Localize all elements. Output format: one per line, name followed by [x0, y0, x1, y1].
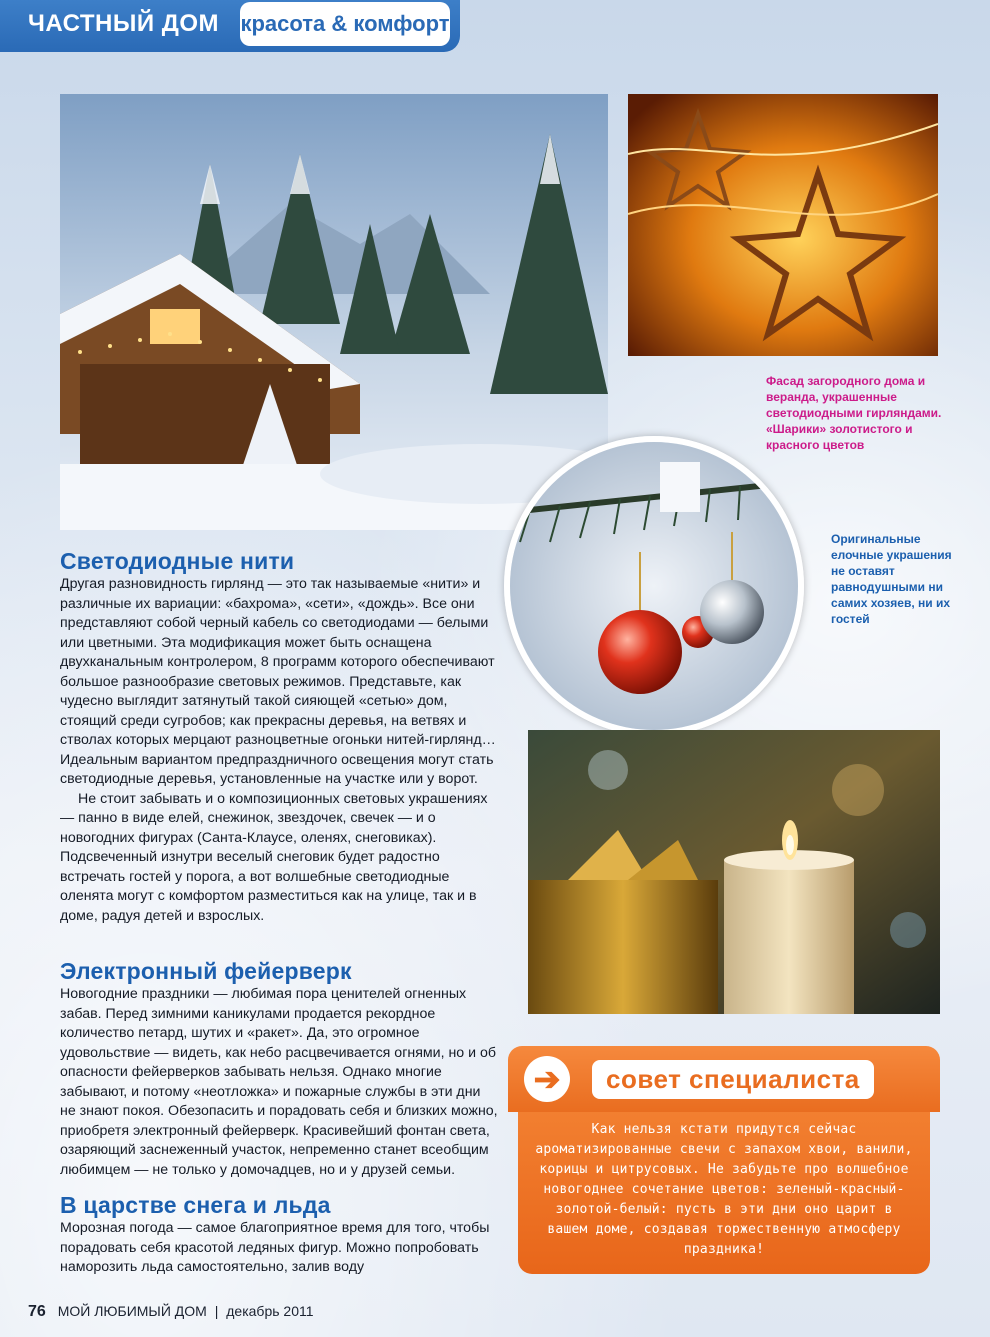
star-garland-photo [628, 94, 938, 356]
subsection-badge: красота & комфорт [240, 2, 450, 46]
advice-title: совет специалиста [592, 1060, 874, 1099]
paragraph: Не стоит забывать и о композиционных световых украшениях — панно в виде елей, снежинок, звездочек, свечек — и о новогодних фигурах (Санта-Клаусе, оленях, снеговиках). Подсвеченный изнутри веселый снеговик будет радостно встречать гостей у порога, а вот волшебные светодиодные оленята могут с комфортом разместиться как на улице, так и в доме, радуя детей и взрослых. [60, 790, 488, 924]
section-body-fireworks [60, 985, 500, 1180]
paragraph: Новогодние праздники — любимая пора ценителей огненных забав. Перед зимними каникулами продается рекордное количество петард, шутих и «ракет». Да, это огромное удовольствие — видеть, как небо расцвечивается огнями, но и об опасности фейерверков забывать нельзя. Однако многие забывают, и потому «неотложка» и пожарные службы в эти дни не знают покоя. Обезопасить и порадовать себя и близких можно, приобретя электронный фейерверк. Красивейший фонтан света, озаряющий заснеженный участок, непременно станет всеобщим любимцем — не только у домочадцев, но и у друзей семьи. [60, 986, 498, 1178]
ornaments-photo [504, 436, 804, 736]
advice-header [508, 1046, 940, 1112]
section-heading-led-threads: Светодиодные нити [60, 548, 295, 574]
section-body-led-threads [60, 575, 500, 926]
arrow-right-icon: ➔ [524, 1056, 570, 1102]
section-body-ice [60, 1219, 500, 1278]
candle-photo [528, 730, 940, 1014]
footer-separator: | [214, 1303, 219, 1319]
section-title: ЧАСТНЫЙ ДОМ [28, 10, 219, 37]
page-number: 76 [28, 1303, 46, 1320]
page-footer [28, 1303, 314, 1321]
paragraph: Другая разновидность гирлянд — это так называемые «нити» и различные их вариации: «бахрома», «сети», «дождь». Все они представляют собой черный кабель со светодиодами — белыми или цветными. Эта модификация может быть оснащена двухканальным контролером, 8 программ которого обеспечивают большое разнообразие световых режимов. Представьте, как чудесно выглядит затянутый такой сияющей «сетью» дом, стоящий среди сугробов; как прекрасны деревья, на ветвях и стволах которых мерцают разноцветные огоньки нитей-гирлянд… Идеальным вариантом предпраздничного освещения могут стать светодиодные деревья, установленные на участке или у ворот. [60, 576, 496, 787]
magazine-name: МОЙ ЛЮБИМЫЙ ДОМ [57, 1303, 207, 1319]
expert-advice-box [508, 1046, 940, 1274]
advice-text: Как нельзя кстати придутся сейчас ароматизированные свечи с запахом хвои, ванили, корицы и цитрусовых. Не забудьте про волшебное новогоднее сочетание цветов: зеленый-красный-золотой-белый: пусть в эти дни оно царит в вашем доме, создавая торжественную атмосферу праздника! [518, 1112, 930, 1274]
section-heading-fireworks: Электронный фейерверк [60, 958, 352, 984]
winter-house-photo [60, 94, 608, 530]
garland-caption: Фасад загородного дома и веранда, украшенные светодиодными гирляндами. «Шарики» золотистого и красного цветов [766, 374, 942, 452]
section-heading-ice: В царстве снега и льда [60, 1192, 331, 1218]
paragraph: Морозная погода — самое благоприятное время для того, чтобы порадовать себя красотой ледяных фигур. Можно попробовать наморозить льда самостоятельно, залив воду [60, 1220, 490, 1275]
ornaments-caption: Оригинальные елочные украшения не оставят равнодушными ни самих хозяев, ни их гостей [831, 532, 952, 626]
issue-date: декабрь 2011 [226, 1303, 314, 1319]
